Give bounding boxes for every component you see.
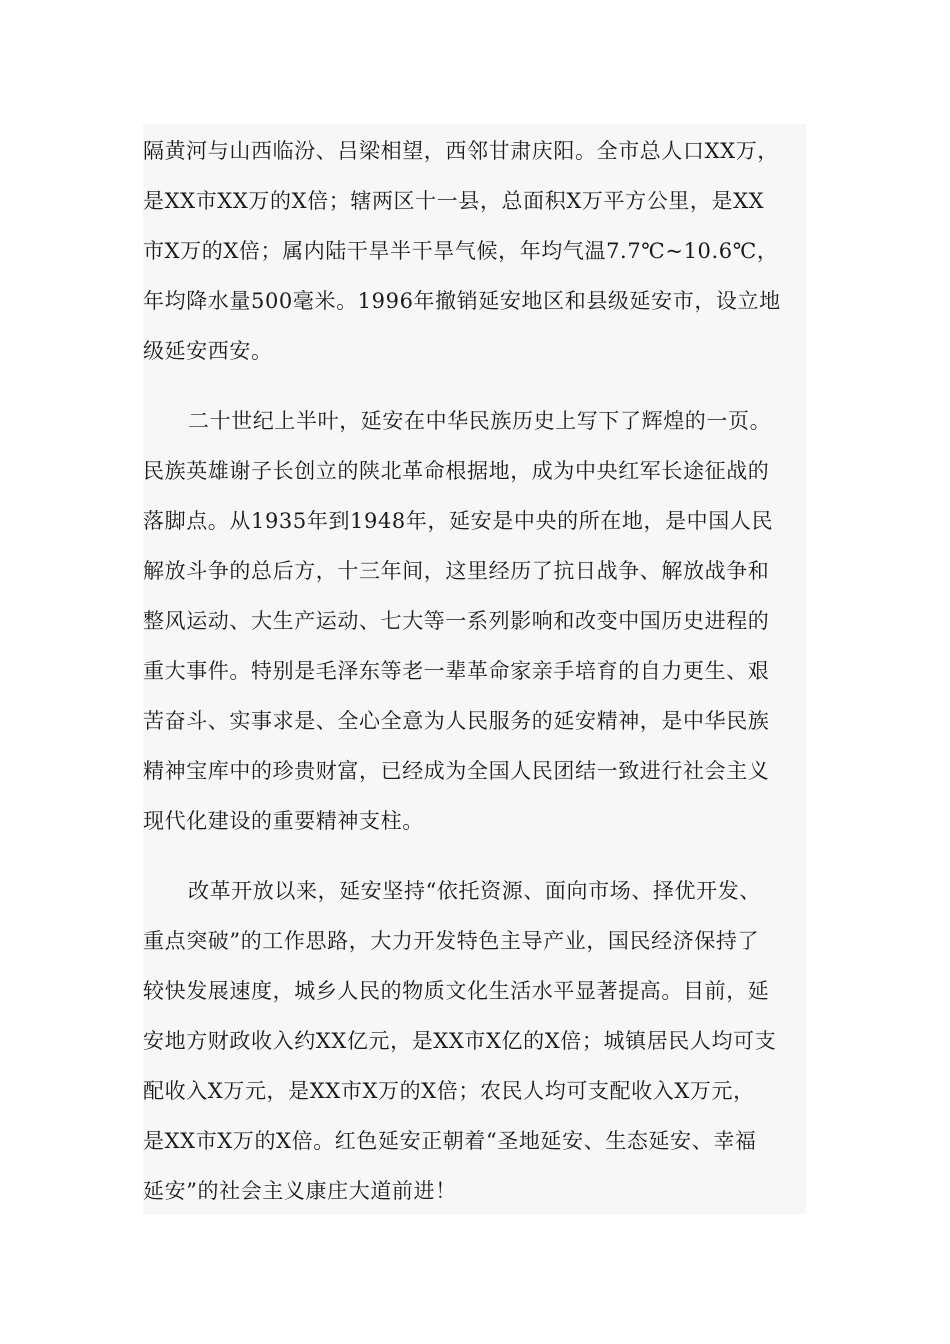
- paragraph-reform: [143, 866, 806, 1216]
- paragraph-history: [143, 396, 806, 846]
- text-line: 安地方财政收入约XX亿元，是XX市X亿的X倍；城镇居民人均可支: [143, 1029, 777, 1053]
- text-line: 重大事件。特别是毛泽东等老一辈革命家亲手培育的自力更生、艰: [143, 659, 770, 683]
- text-line: 民族英雄谢子长创立的陕北革命根据地，成为中央红军长途征战的: [143, 459, 770, 483]
- document-page: [143, 124, 806, 1214]
- text-line: 延安”的社会主义康庄大道前进！: [143, 1179, 457, 1203]
- text-line: 较快发展速度，城乡人民的物质文化生活水平显著提高。目前，延: [143, 979, 770, 1003]
- text-line: 是XX市X万的X倍。红色延安正朝着“圣地延安、生态延安、幸福: [143, 1129, 757, 1153]
- text-line: 市X万的X倍；属内陆干旱半干旱气候，年均气温7.7℃~10.6℃，: [143, 239, 779, 263]
- text-line: 改革开放以来，延安坚持“依托资源、面向市场、择优开发、: [188, 879, 761, 903]
- text-line: 二十世纪上半叶，延安在中华民族历史上写下了辉煌的一页。: [188, 409, 772, 433]
- text-line: 隔黄河与山西临汾、吕梁相望，西邻甘肃庆阳。全市总人口XX万，: [143, 139, 779, 163]
- text-line: 年均降水量500毫米。1996年撤销延安地区和县级延安市，设立地: [143, 289, 781, 313]
- text-line: 落脚点。从1935年到1948年，延安是中央的所在地，是中国人民: [143, 509, 774, 533]
- text-line: 现代化建设的重要精神支柱。: [143, 809, 424, 833]
- text-line: 整风运动、大生产运动、七大等一系列影响和改变中国历史进程的: [143, 609, 770, 633]
- text-line: 重点突破”的工作思路，大力开发特色主导产业，国民经济保持了: [143, 929, 760, 953]
- text-line: 解放斗争的总后方，十三年间，这里经历了抗日战争、解放战争和: [143, 559, 770, 583]
- text-line: 苦奋斗、实事求是、全心全意为人民服务的延安精神，是中华民族: [143, 709, 770, 733]
- text-line: 配收入X万元，是XX市X万的X倍；农民人均可支配收入X万元，: [143, 1079, 755, 1103]
- paragraph-geography: [143, 126, 806, 376]
- text-line: 是XX市XX万的X倍；辖两区十一县，总面积X万平方公里，是XX: [143, 189, 765, 213]
- text-line: 精神宝库中的珍贵财富，已经成为全国人民团结一致进行社会主义: [143, 759, 770, 783]
- text-line: 级延安西安。: [143, 339, 273, 363]
